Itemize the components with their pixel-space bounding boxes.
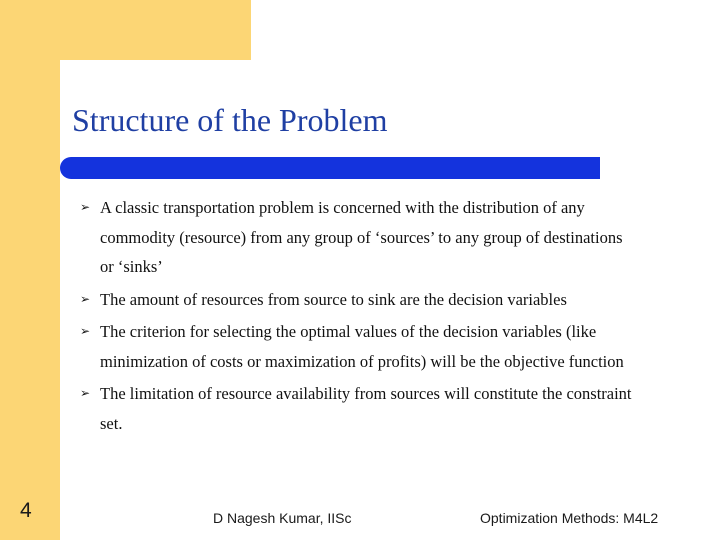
bullet-item	[80, 193, 640, 282]
bullet-item	[80, 317, 640, 376]
decorative-left-strip	[0, 0, 60, 540]
footer-course: Optimization Methods: M4L2	[480, 510, 659, 526]
arrowhead-bullet-icon: ➢	[80, 291, 91, 306]
arrowhead-bullet-icon: ➢	[80, 386, 91, 400]
bullet-text: The criterion for selecting the optimal values of the decision variables (like minimization of costs or maximization of profits) will be the objective function	[100, 322, 624, 371]
title-underline-bar	[60, 157, 600, 179]
bullet-item	[80, 285, 640, 315]
bullet-text: The limitation of resource availability from sources will constitute the constraint set.	[100, 384, 632, 433]
slide-title: Structure of the Problem	[72, 102, 388, 138]
bullet-item	[80, 379, 640, 438]
footer-author: D Nagesh Kumar, IISc	[213, 510, 352, 526]
arrowhead-bullet-icon: ➢	[80, 200, 91, 214]
bullet-list	[80, 193, 640, 441]
slide-number: 4	[20, 499, 32, 522]
arrowhead-bullet-icon: ➢	[80, 324, 91, 338]
bullet-text: The amount of resources from source to sink are the decision variables	[100, 289, 567, 309]
bullet-text: A classic transportation problem is concerned with the distribution of any commodity (resource) from any group of ‘sources’ to any group of destinations or ‘sinks’	[100, 198, 623, 276]
